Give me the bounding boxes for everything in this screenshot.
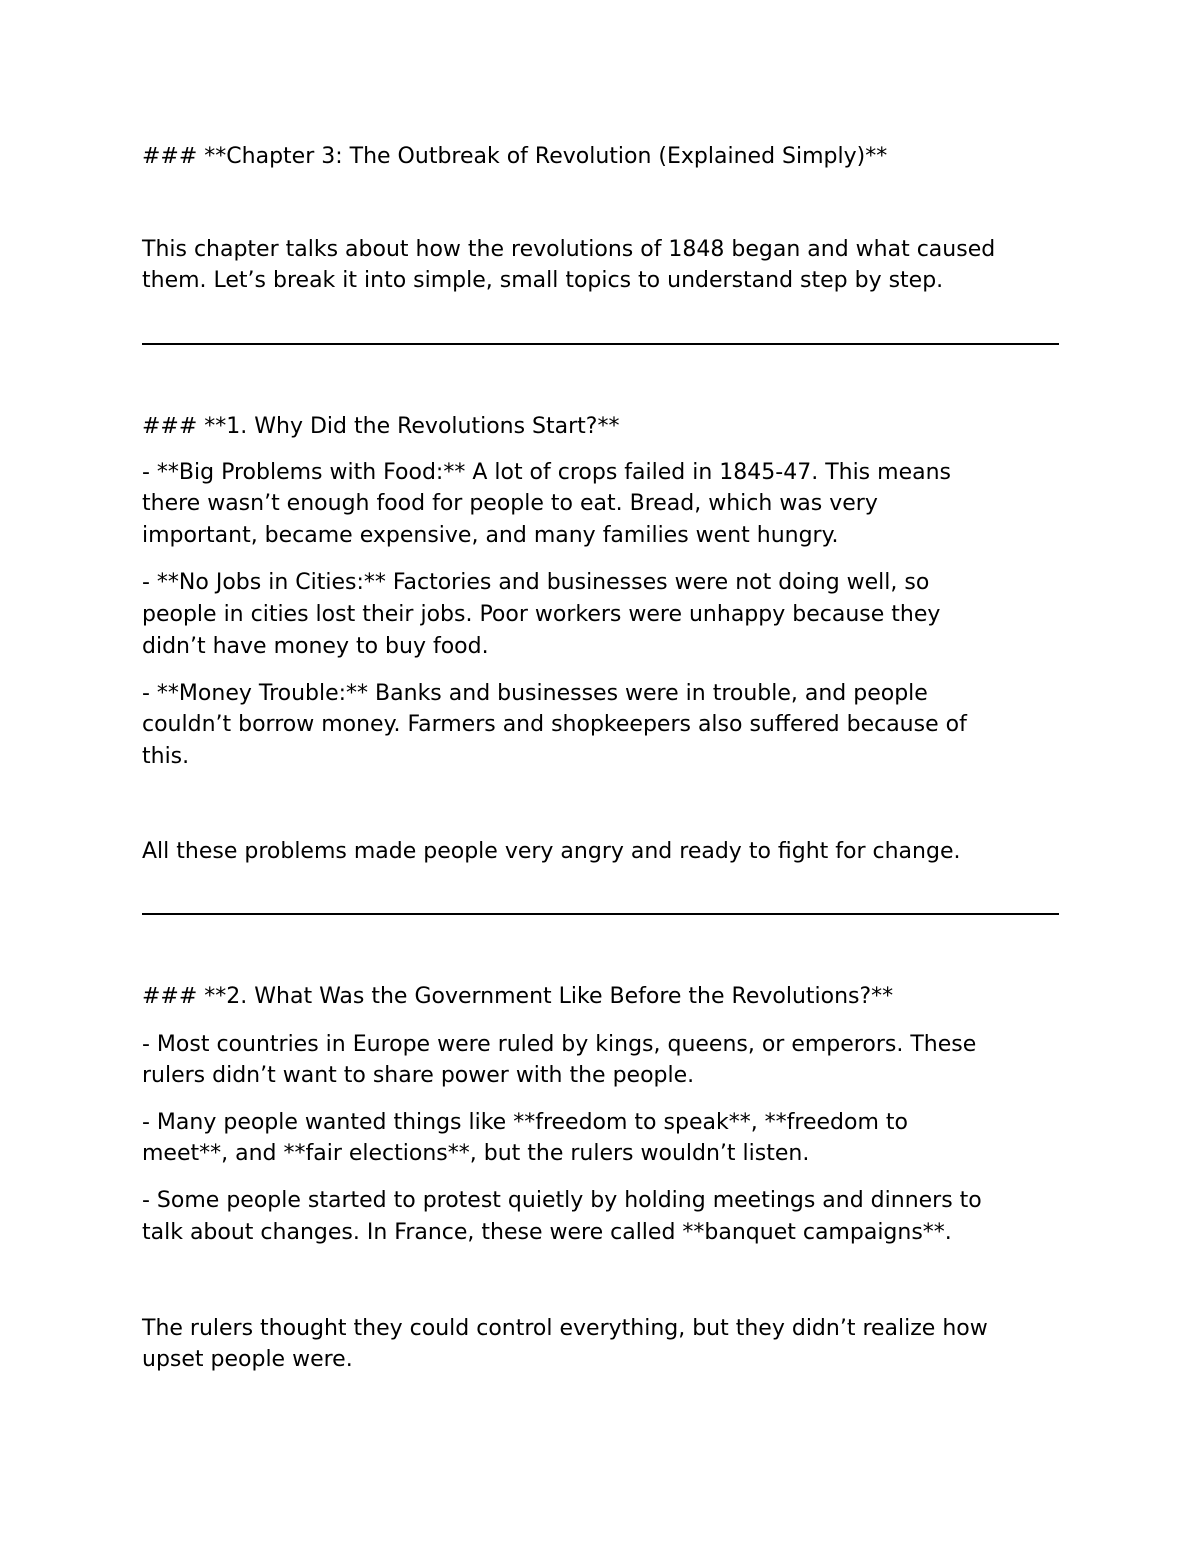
section1-bullet2-line-1: - **No Jobs in Cities:** Factories and businesses were not doing well, so — [142, 570, 930, 595]
horizontal-rule-1 — [142, 343, 1059, 345]
section1-conclusion: All these problems made people very angry and ready to fight for change. — [142, 839, 961, 864]
section1-bullet2-line-2: people in cities lost their jobs. Poor workers were unhappy because they — [142, 602, 941, 627]
chapter-heading: ### **Chapter 3: The Outbreak of Revolution (Explained Simply)** — [142, 144, 888, 169]
section1-bullet1-line-1: - **Big Problems with Food:** A lot of crops failed in 1845-47. This means — [142, 460, 951, 485]
section1-bullet3-line-3: this. — [142, 744, 190, 769]
section1-heading: ### **1. Why Did the Revolutions Start?** — [142, 414, 620, 439]
intro-line-1: This chapter talks about how the revolutions of 1848 began and what caused — [142, 237, 996, 262]
section1-bullet2-line-3: didn’t have money to buy food. — [142, 634, 489, 659]
section1-bullet3-line-2: couldn’t borrow money. Farmers and shopkeepers also suffered because of — [142, 712, 967, 737]
section2-bullet1-line-2: rulers didn’t want to share power with the people. — [142, 1063, 695, 1088]
section2-bullet3-line-2: talk about changes. In France, these were called **banquet campaigns**. — [142, 1220, 952, 1245]
section2-heading: ### **2. What Was the Government Like Before the Revolutions?** — [142, 984, 894, 1009]
section1-bullet1-line-3: important, became expensive, and many families went hungry. — [142, 523, 839, 548]
section1-bullet3-line-1: - **Money Trouble:** Banks and businesses were in trouble, and people — [142, 681, 928, 706]
section2-bullet3-line-1: - Some people started to protest quietly by holding meetings and dinners to — [142, 1188, 982, 1213]
section2-bullet2-line-2: meet**, and **fair elections**, but the rulers wouldn’t listen. — [142, 1141, 810, 1166]
section2-bullet2-line-1: - Many people wanted things like **freedom to speak**, **freedom to — [142, 1110, 908, 1135]
section1-bullet1-line-2: there wasn’t enough food for people to eat. Bread, which was very — [142, 491, 878, 516]
horizontal-rule-2 — [142, 913, 1059, 915]
intro-line-2: them. Let’s break it into simple, small topics to understand step by step. — [142, 268, 944, 293]
section2-conclusion-line-1: The rulers thought they could control everything, but they didn’t realize how — [142, 1316, 988, 1341]
section2-conclusion-line-2: upset people were. — [142, 1347, 353, 1372]
section2-bullet1-line-1: - Most countries in Europe were ruled by kings, queens, or emperors. These — [142, 1032, 977, 1057]
